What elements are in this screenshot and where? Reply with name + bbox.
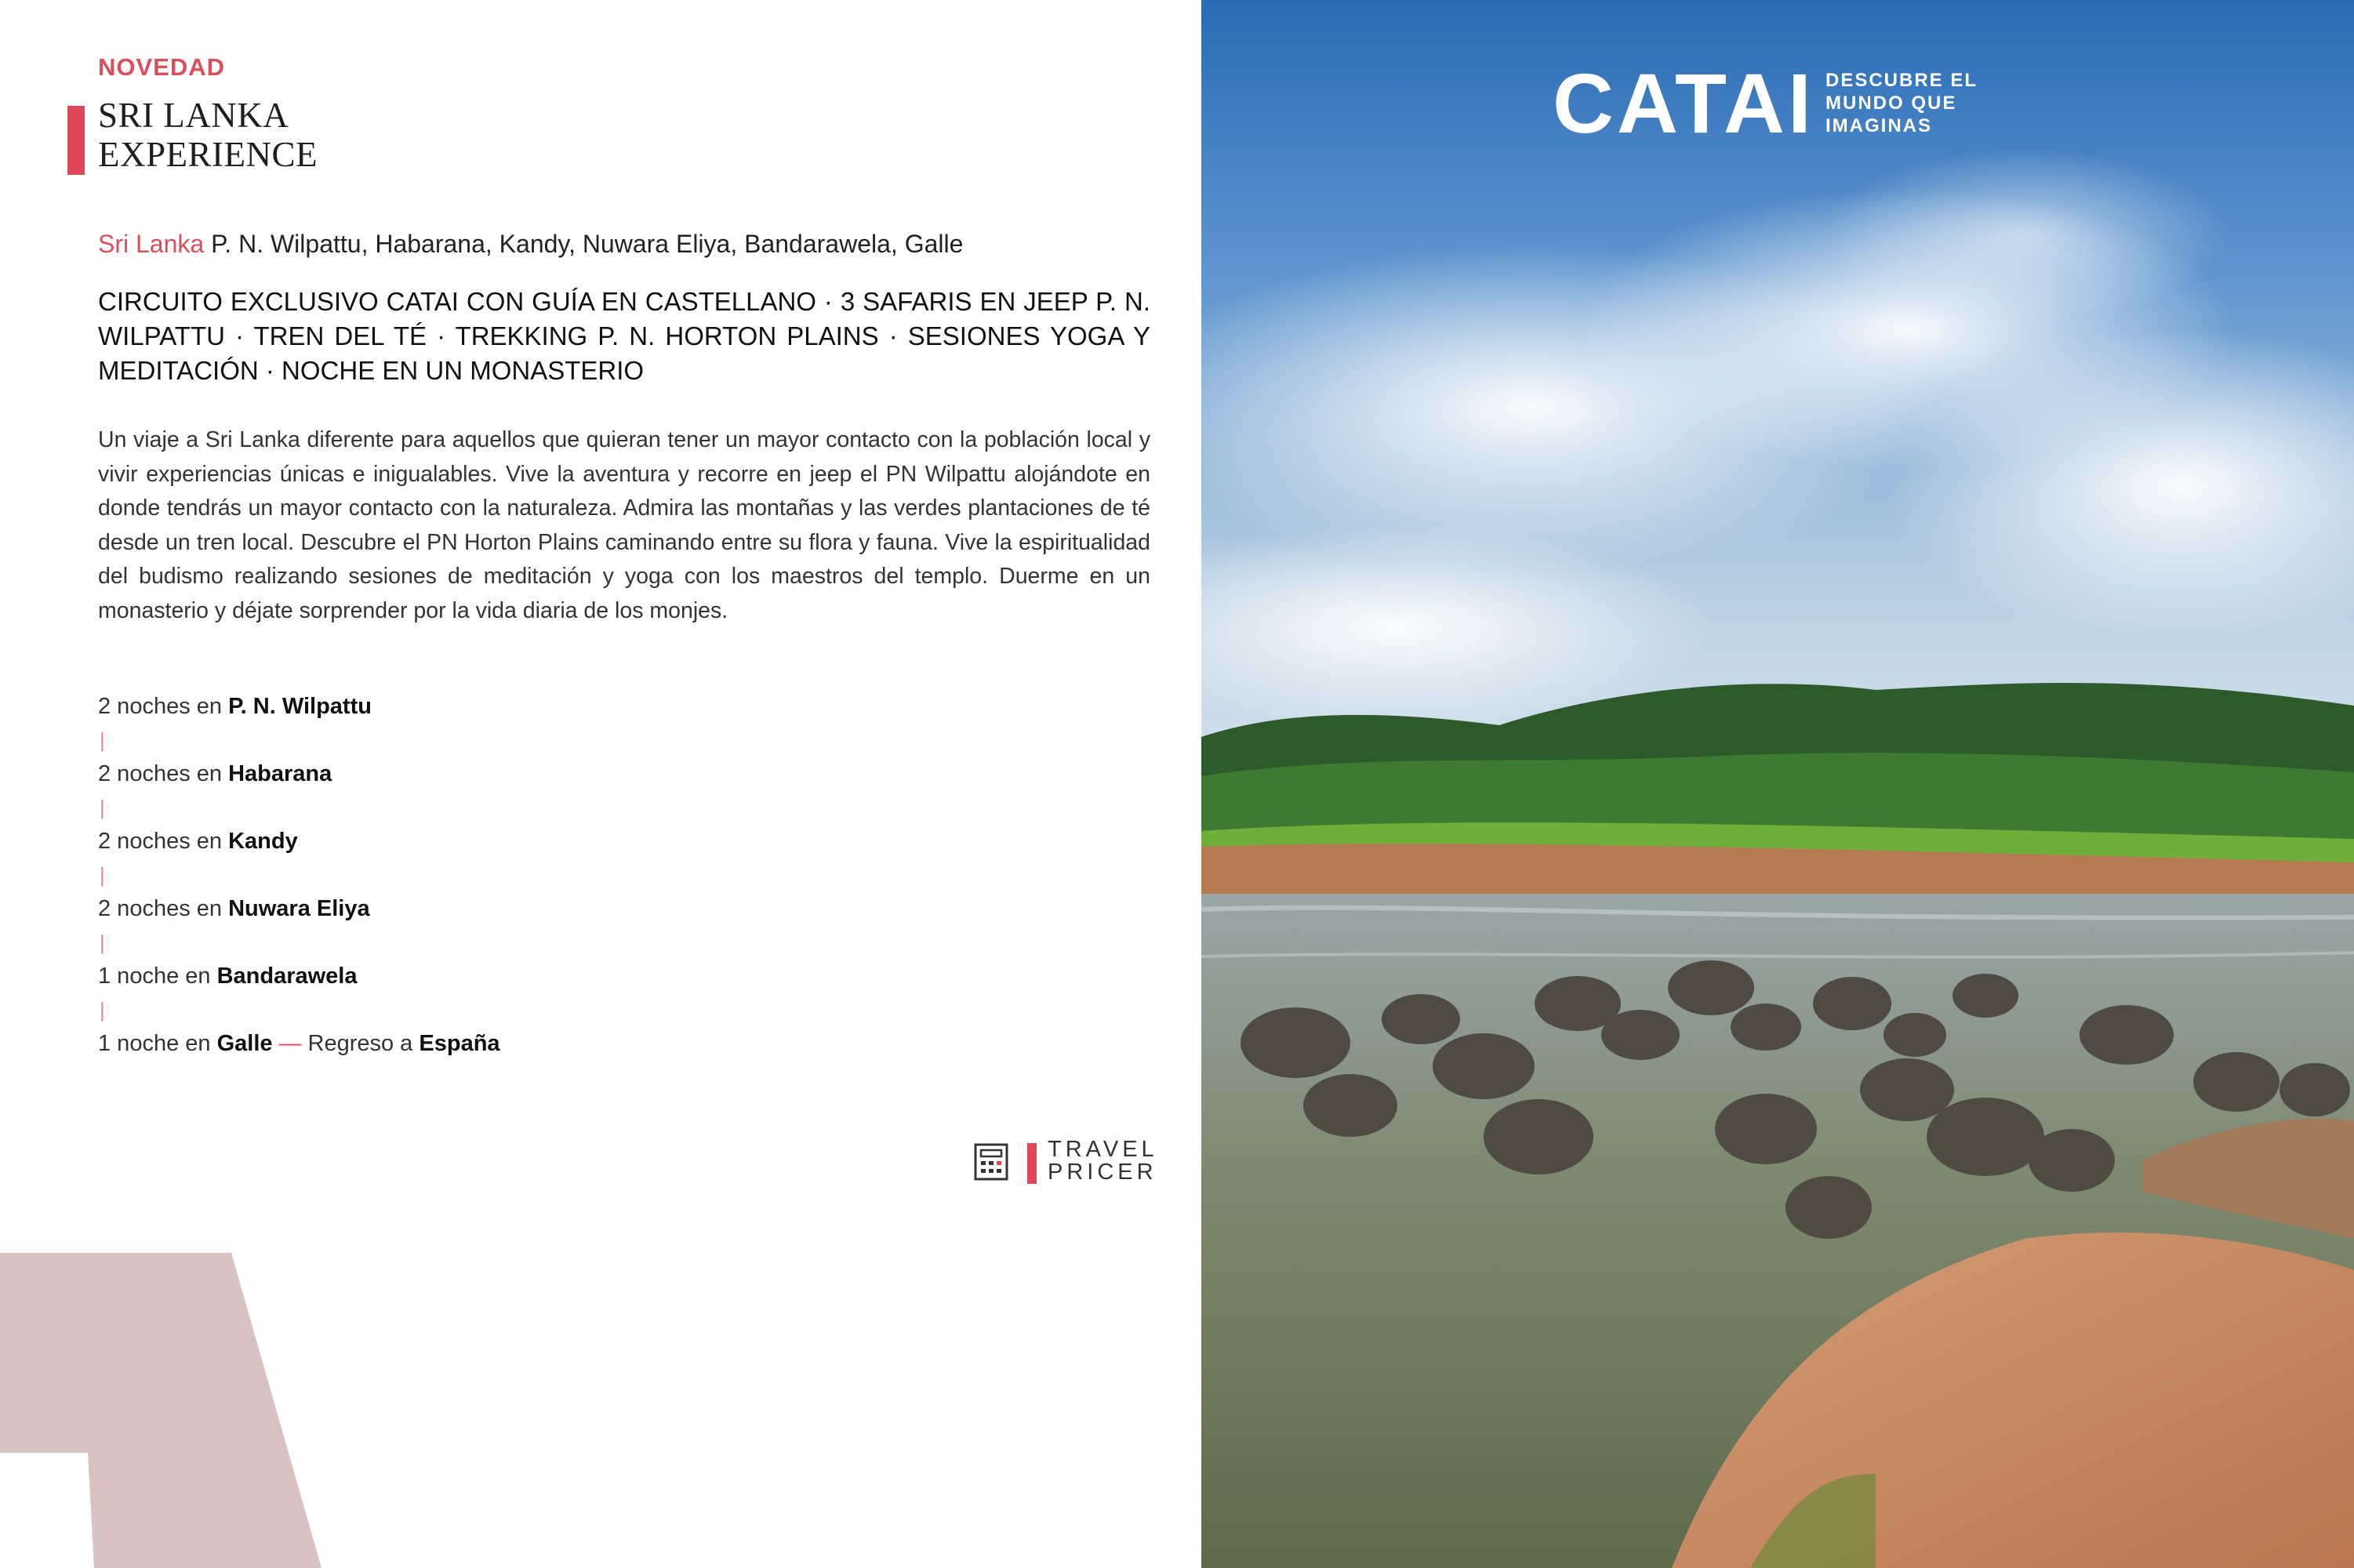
stop-place: Kandy [228,829,298,854]
travel-pricer-accent-bar [1027,1143,1037,1184]
title-accent-bar [67,106,85,175]
tagline-line2: MUNDO QUE [1825,93,1957,114]
itinerary-separator: | [100,931,105,954]
stop-nights: 1 noche en [98,964,211,989]
trip-description: Un viaje a Sri Lanka diferente para aquellos que quieran tener un mayor contacto con la población local y vivir experiencias únicas e inigualables. Vive la aventura y recorre en jeep el PN Wilpattu alojándote en donde tendrás un mayor contacto con la naturaleza. Admira las montañas y las verdes plantaciones de té desde un tren local. Descubre el PN Horton Plains caminando entre su flora y fauna. Vive la espiritualidad del budismo realizando sesiones de meditación y yoga con los maestros del templo. Duerme en un monasterio y déjate sorprender por la vida diaria de los monjes. [98,427,1150,623]
catai-brand [1553,56,1978,151]
novedad-badge: NOVEDAD [98,53,226,81]
stop-nights: 2 noches en [98,896,223,921]
trip-title-line1: SRI LANKA [98,96,289,135]
travel-pricer-line2: PRICER [1048,1160,1157,1185]
itinerary [98,690,500,1061]
stop-place: Bandarawela [216,964,358,989]
tagline-line1: DESCUBRE EL [1825,70,1978,91]
route-places: P. N. Wilpattu, Habarana, Kandy, Nuwara Eliya, Bandarawela, Galle [211,230,964,258]
calculator-icon[interactable] [974,1143,1008,1181]
itinerary-stop [98,960,500,993]
itinerary-stop [98,825,500,858]
tagline-line3: IMAGINAS [1825,115,1932,136]
itinerary-separator: | [100,796,105,819]
return-text: Regreso a [307,1031,413,1056]
elephants-river-photo [1201,0,2354,1568]
trip-title-line2: EXPERIENCE [98,135,318,174]
itinerary-separator: | [100,728,105,752]
stop-place: Habarana [228,761,332,786]
stop-nights: 1 noche en [98,1031,211,1056]
stop-place: Nuwara Eliya [228,896,370,921]
stop-place: Galle [216,1031,273,1056]
stop-nights: 2 noches en [98,694,223,719]
catai-logo: CATAI [1553,56,1815,151]
trip-title [98,96,318,174]
route-country: Sri Lanka [98,230,205,258]
itinerary-stop [98,1027,500,1061]
itinerary-separator: | [100,998,105,1022]
catai-tagline [1825,69,2014,137]
itinerary-stop [98,690,500,724]
stop-nights: 2 noches en [98,829,223,854]
travel-pricer-line1: TRAVEL [1048,1137,1158,1162]
itinerary-stop [98,757,500,791]
stop-nights: 2 noches en [98,761,223,786]
decorative-shape [0,1253,321,1568]
return-place: España [419,1031,500,1056]
route-line [98,230,963,259]
travel-pricer-logo[interactable] [1048,1138,1158,1184]
itinerary-stop [98,892,500,926]
stop-place: P. N. Wilpattu [228,694,372,719]
itinerary-separator: | [100,863,105,887]
return-dash: — [278,1031,302,1056]
trip-highlights: CIRCUITO EXCLUSIVO CATAI CON GUÍA EN CASTELLANO · 3 SAFARIS EN JEEP P. N. WILPATTU · TREN DEL TÉ · TREKKING P. N. HORTON PLAINS · SESIONES YOGA Y MEDITACIÓN · NOCHE EN UN MONASTERIO [98,287,1150,385]
